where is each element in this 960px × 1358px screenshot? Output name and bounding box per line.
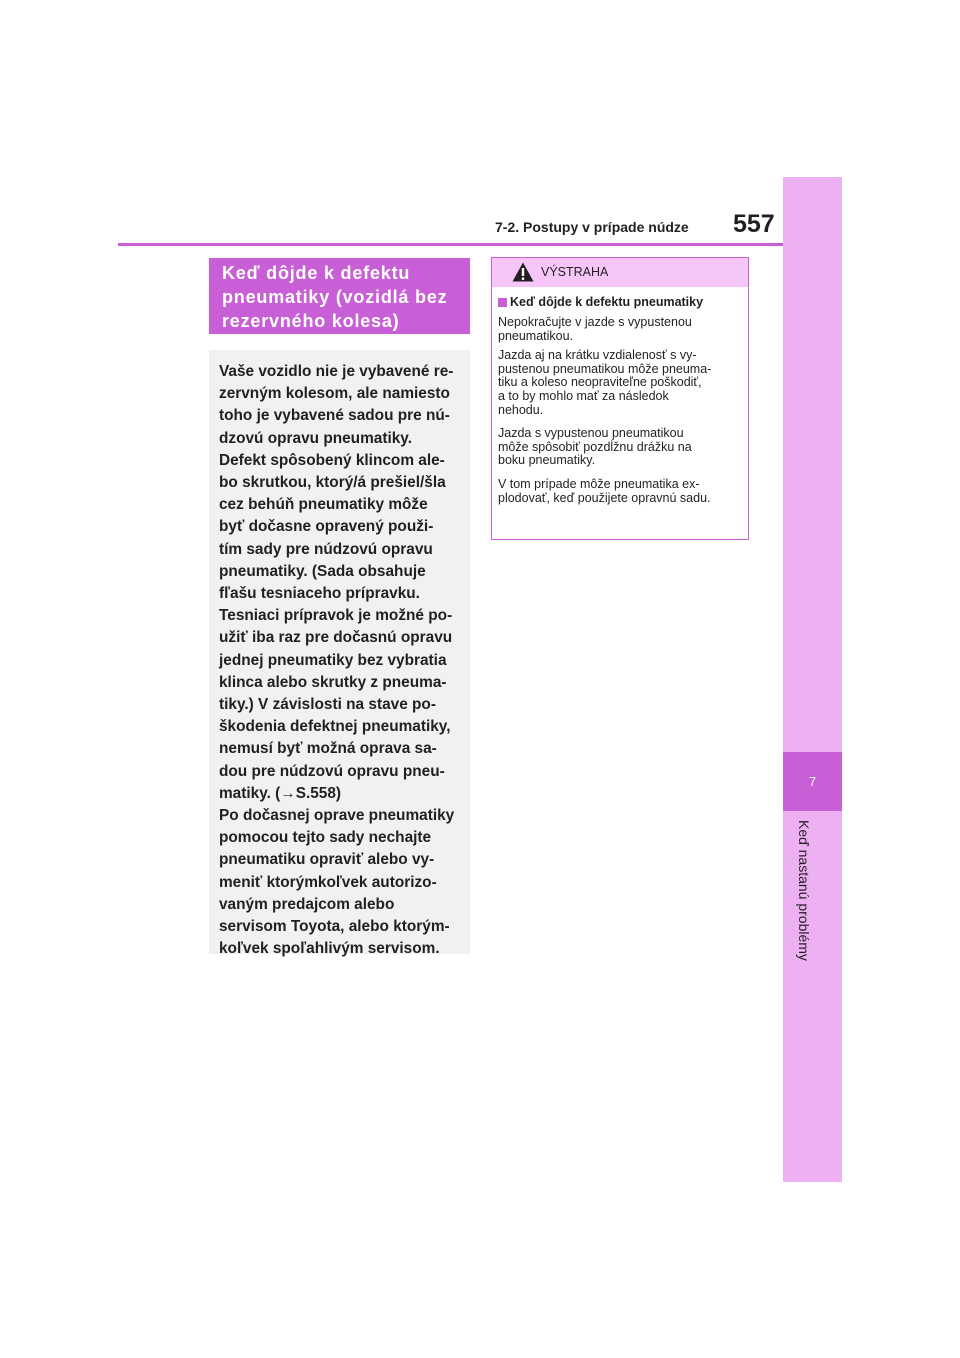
chapter-side-tab — [783, 177, 842, 1182]
square-bullet-icon — [498, 298, 507, 307]
warning-paragraph: V tom prípade môže pneumatika ex- plodovať, keď použijete opravnú sadu. — [498, 476, 711, 505]
warning-paragraph: Nepokračujte v jazde s vypustenou pneumatikou. — [498, 315, 692, 343]
info-box-text: Vaše vozidlo nie je vybavené re- zervným kolesom, ale namiesto toho je vybavené sadou pre nú- dzovú opravu pneumatiky. Defekt spôsobený klincom ale- bo skrutkou, ktorý/á prešiel/šla cez behúň pneumatiky môže byť dočasne opravený použi- tím sady pre núdzovú opravu pneumatiky. (Sada obsahuje fľašu tesniaceho prípravku. Tesniaci prípravok je možné po- užiť iba raz pre dočasnú opravu jednej pneumatiky bez vybratia klinca alebo skrutky z pneuma- tiky.) V závislosti na stave po- škodenia defektnej pneumatiky, nemusí byť možná oprava sa- dou pre núdzovú opravu pneu- matiky. (→S.558) Po dočasnej oprave pneumatiky pomocou tejto sady nechajte pneumatiku opraviť alebo vy- meniť ktorýmkoľvek autorizo- vaným predajcom alebo servisom Toyota, alebo ktorým- koľvek spoľahlivým servisom. — [219, 363, 455, 958]
warning-box — [491, 257, 749, 540]
warning-triangle-icon — [512, 262, 534, 282]
warning-body — [492, 287, 748, 505]
warning-paragraph: Jazda s vypustenou pneumatikou môže spôsobiť pozdĺžnu drážku na boku pneumatiky. — [498, 426, 692, 468]
section-title: 7-2. Postupy v prípade núdze — [495, 219, 689, 235]
header-divider — [118, 243, 783, 246]
warning-subheading-text: Keď dôjde k defektu pneumatiky — [510, 295, 704, 309]
warning-paragraph: Jazda aj na krátku vzdialenosť s vy- pustenou pneumatikou môže pneuma- tiku a koleso neopraviteľne poškodiť, a to by mohlo mať za následok nehodu. — [498, 348, 712, 417]
page-number: 557 — [733, 210, 775, 238]
chapter-label: Keď nastanú problémy — [796, 820, 812, 961]
info-box-title: Keď dôjde k defektu pneumatiky (vozidlá bez rezervného kolesa) — [209, 258, 470, 334]
warning-label: VÝSTRAHA — [541, 265, 609, 279]
info-box-body — [209, 350, 470, 958]
warning-header — [492, 258, 748, 287]
warning-subheading — [498, 294, 742, 310]
chapter-number: 7 — [783, 752, 842, 811]
info-box — [209, 258, 470, 958]
